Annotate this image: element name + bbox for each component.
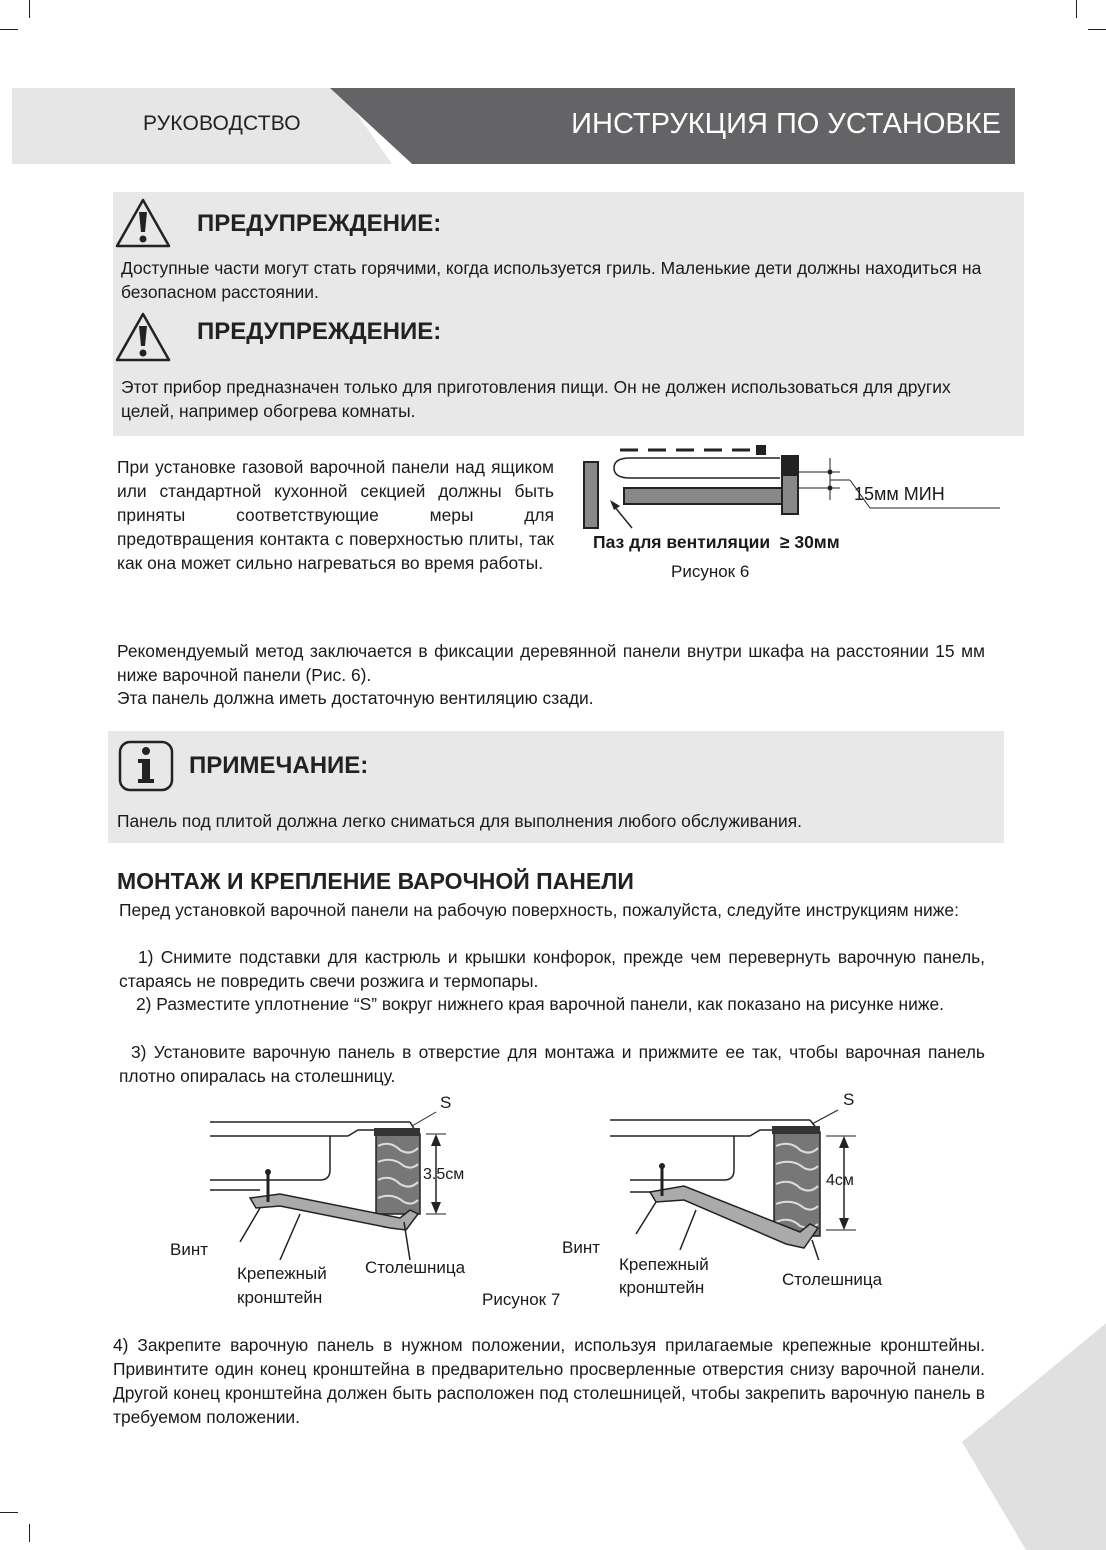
warning-icon [113, 310, 173, 366]
bracket-label: кронштейн [619, 1278, 705, 1297]
bracket-label: Крепежный [619, 1255, 709, 1274]
figure-6-caption: Рисунок 6 [671, 562, 750, 581]
note-title: ПРИМЕЧАНИЕ: [189, 752, 369, 779]
worktop-label: Столешница [365, 1258, 466, 1277]
crop-mark [0, 29, 18, 30]
recommended-paragraph: Рекомендуемый метод заключается в фиксации деревянной панели внутри шкафа на расстоянии 15 мм ниже варочной панели (Рис. 6). [117, 641, 985, 685]
mounting-intro: Перед установкой варочной панели на рабочую поверхность, пожалуйста, следуйте инструкциям ниже: [119, 900, 959, 920]
mounting-step-4: 4) Закрепите варочную панель в нужном положении, используя прилагаемые крепежные кронштейны. Привинтите один конец кронштейна в предварительно просверленные отверстия снизу варочной панели. Другой конец кронштейна должен быть расположен под столешницей, чтобы закрепить варочную панель в требуемом положении. [113, 1335, 985, 1427]
bracket-label: кронштейн [237, 1288, 323, 1307]
figure-7-right-diagram [600, 1100, 900, 1260]
figure-6-dimension: 15мм МИН [854, 484, 945, 504]
note-text: Панель под плитой должна легко сниматься для выполнения любого обслуживания. [117, 811, 802, 831]
warning-text: Доступные части могут стать горячими, когда используется гриль. Маленькие дети должны находиться на безопасном расстоянии. [121, 258, 982, 302]
figure-7-caption: Рисунок 7 [482, 1290, 561, 1309]
figure-7-left-diagram [200, 1110, 480, 1260]
figure-6-vent-label: Паз для вентиляции ≥ 30мм [593, 532, 840, 552]
crop-mark [0, 1512, 18, 1513]
thickness-label: 4см [826, 1172, 854, 1189]
mounting-step: 3) Установите варочную панель в отверстие для монтажа и прижмите ее так, чтобы варочная панель плотно опиралась на столешницу. [119, 1042, 985, 1086]
warning-text: Этот прибор предназначен только для приготовления пищи. Он не должен использоваться для других целей, например обогрева комнаты. [121, 377, 951, 421]
warning-icon [113, 196, 173, 252]
crop-mark [29, 1524, 30, 1542]
mounting-title: МОНТАЖ И КРЕПЛЕНИЕ ВАРОЧНОЙ ПАНЕЛИ [117, 868, 634, 894]
seal-label: S [440, 1093, 452, 1112]
warning-title: ПРЕДУПРЕЖДЕНИЕ: [197, 318, 442, 345]
seal-label: S [843, 1090, 855, 1109]
crop-mark [1076, 0, 1077, 18]
worktop-label: Столешница [782, 1270, 883, 1289]
mounting-step: 2) Разместите уплотнение “S” вокруг нижнего края варочной панели, как показано на рисунке ниже. [136, 994, 944, 1014]
warning-title: ПРЕДУПРЕЖДЕНИЕ: [197, 210, 442, 237]
recommended-ventilation: Эта панель должна иметь достаточную вентиляцию сзади. [117, 688, 594, 708]
mounting-step: 1) Снимите подставки для кастрюль и крышки конфорок, прежде чем перевернуть варочную панель, стараясь не повредить свечи розжига и термопары. [119, 947, 985, 991]
header-left-label: РУКОВОДСТВО [143, 112, 301, 135]
header-title: ИНСТРУКЦИЯ ПО УСТАНОВКЕ [571, 108, 1001, 140]
info-icon [117, 739, 175, 793]
install-paragraph: При установке газовой варочной панели над ящиком или стандартной кухонной секцией должны быть приняты соответствующие меры для предотвращения контакта с поверхностью плиты, так как она может сильно нагреваться во время работы. [117, 457, 554, 573]
screw-label: Винт [562, 1238, 601, 1257]
crop-mark [29, 0, 30, 18]
screw-label: Винт [170, 1240, 209, 1259]
thickness-label: 3.5см [423, 1166, 465, 1183]
bracket-label: Крепежный [237, 1264, 327, 1283]
crop-mark [1088, 29, 1106, 30]
